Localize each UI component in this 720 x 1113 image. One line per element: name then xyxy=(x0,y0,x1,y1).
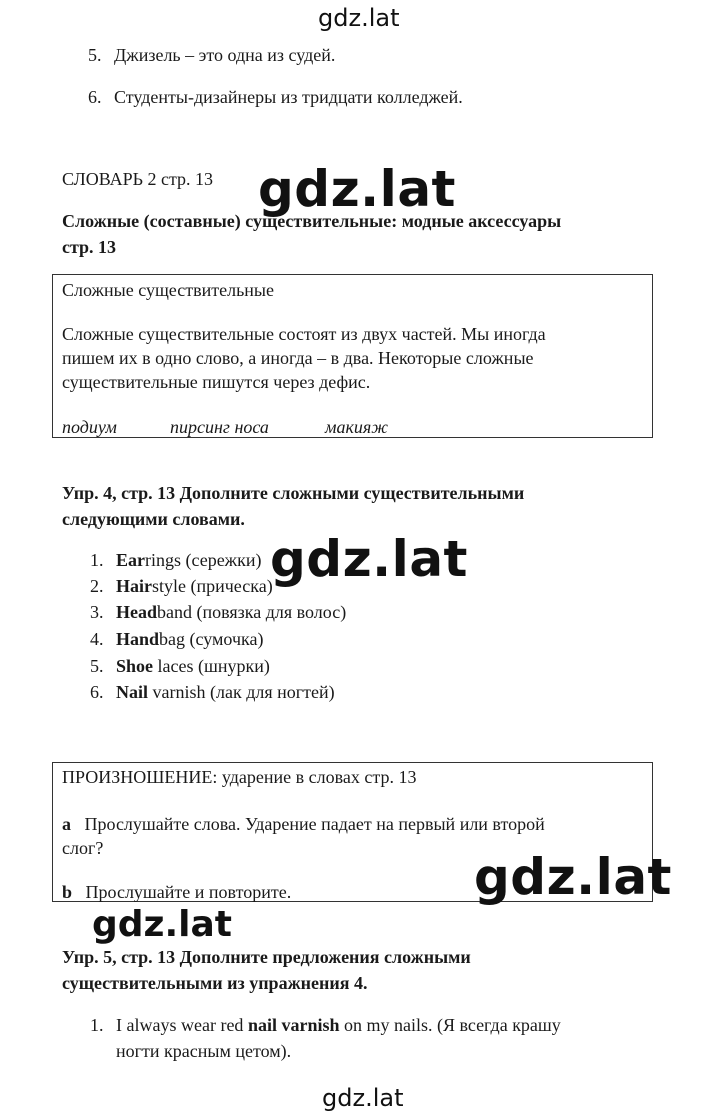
example-word: макияж xyxy=(325,417,389,437)
watermark: gdz.lat xyxy=(92,904,233,945)
example-word: подиум xyxy=(62,417,117,437)
box-text: a Прослушайте слова. Ударение падает на первый или второй xyxy=(62,814,545,834)
exercise-title-cont: существительными из упражнения 4. xyxy=(62,973,368,993)
section-title-cont: стр. 13 xyxy=(62,237,117,257)
watermark: gdz.lat xyxy=(474,848,672,906)
box-heading: Сложные существительные xyxy=(62,280,274,300)
section-title: Сложные (составные) существительные: модные аксессуары xyxy=(62,211,562,231)
watermark: gdz.lat xyxy=(318,4,400,32)
list-item: 5. Shoe laces (шнурки) xyxy=(90,656,270,676)
list-item: 1. Earrings (сережки) xyxy=(90,550,262,570)
exercise-title: Упр. 5, стр. 13 Дополните предложения сложными xyxy=(62,947,471,967)
exercise-title: Упр. 4, стр. 13 Дополните сложными существительными xyxy=(62,483,525,503)
box-heading: ПРОИЗНОШЕНИЕ: ударение в словах стр. 13 xyxy=(62,767,417,787)
list-item: 2. Hairstyle (прическа) xyxy=(90,576,273,596)
list-item-cont: ногти красным цетом). xyxy=(116,1041,292,1061)
section-label: СЛОВАРЬ 2 стр. 13 xyxy=(62,169,214,189)
info-box xyxy=(52,274,653,438)
box-text: слог? xyxy=(62,838,104,858)
example-word: пирсинг носа xyxy=(170,417,269,437)
box-text: пишем их в одно слово, а иногда – в два. Некоторые сложные xyxy=(62,348,534,368)
watermark: gdz.lat xyxy=(258,160,456,218)
watermark: gdz.lat xyxy=(270,530,468,588)
list-item: 5. Джизель – это одна из судей. xyxy=(88,45,336,65)
exercise-title-cont: следующими словами. xyxy=(62,509,245,529)
list-item: 3. Headband (повязка для волос) xyxy=(90,602,347,622)
box-text: Сложные существительные состоят из двух частей. Мы иногда xyxy=(62,324,546,344)
list-item: 6. Nail varnish (лак для ногтей) xyxy=(90,682,335,702)
watermark: gdz.lat xyxy=(322,1084,404,1112)
list-item: 4. Handbag (сумочка) xyxy=(90,629,264,649)
box-text: существительные пишутся через дефис. xyxy=(62,372,371,392)
list-item: 1. I always wear red nail varnish on my nails. (Я всегда крашу xyxy=(90,1015,561,1035)
list-item: 6. Студенты-дизайнеры из тридцати колледжей. xyxy=(88,87,463,107)
box-text: b Прослушайте и повторите. xyxy=(62,882,292,902)
